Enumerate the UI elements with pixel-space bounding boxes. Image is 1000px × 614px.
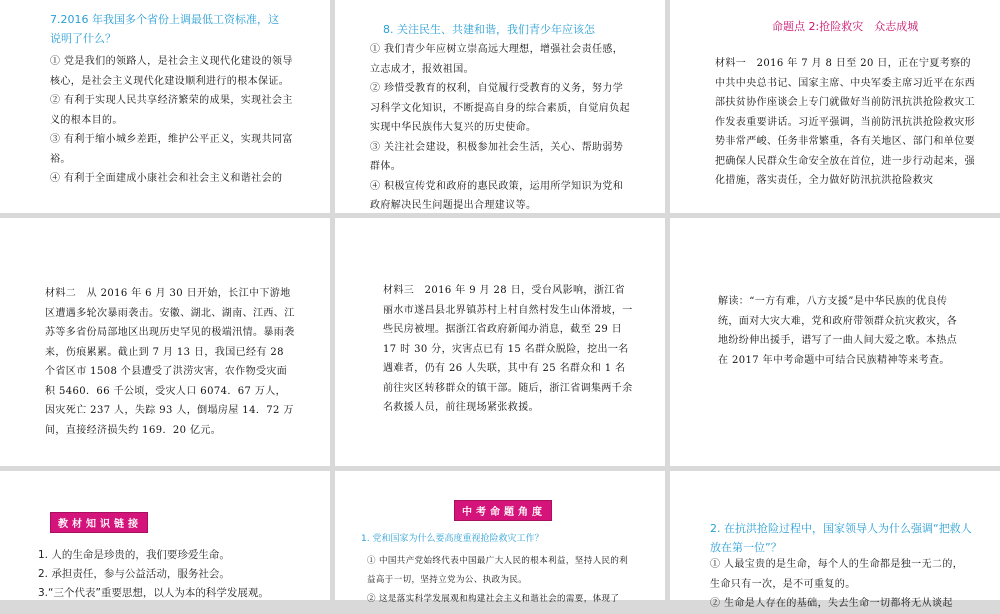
answer-list — [50, 52, 300, 189]
slide-save-lives — [670, 471, 1000, 609]
answer-item: ① 中国共产党始终代表中国最广大人民的根本利益，坚持人民的利益高于一切，坚持立党为公、执政为民。 — [367, 556, 629, 585]
question-8: 8. 关注民生、共建和谐，我们青少年应该怎 — [383, 23, 595, 36]
answer-list — [710, 555, 972, 614]
answer-item: ② 生命是人存在的基础，失去生命一切都将无从谈起 — [710, 598, 953, 609]
question-2: 2. 在抗洪抢险过程中，国家领导人为什么强调“把救人放在第一位”？ — [710, 522, 972, 554]
topic-title: 命题点 2:抢险救灾 众志成城 — [772, 20, 919, 33]
slide-material-three — [335, 218, 665, 466]
analysis-text: 解读：“一方有难，八方支援”是中华民族的优良传统，面对大灾大难，党和政府带领群众抗灾救灾，各地纷纷伸出援手，谱写了一曲人间大爱之歌。本热点在 2017 年中考命题中可结合民族精神等来考查。 — [718, 296, 958, 366]
list-item: 1. 人的生命是珍贵的，我们要珍爱生命。 — [38, 549, 230, 561]
answer-item: ② 这是落实科学发展观和构建社会主义和谐社会的需要，体现了 — [367, 594, 620, 604]
answer-item: ④ 有利于全面建成小康社会和社会主义和谐社会的 — [50, 173, 283, 184]
section-badge: 中考命题角度 — [454, 500, 552, 521]
slide-topic-2 — [670, 0, 1000, 213]
answer-item: ④ 积极宣传党和政府的惠民政策，运用所学知识为党和政府解决民生问题提出合理建议等。 — [370, 180, 624, 211]
answer-list — [370, 40, 632, 216]
answer-item: ① 我们青少年应树立崇高远大理想，增强社会责任感，立志成才，报效祖国。 — [370, 44, 624, 75]
answer-item: ① 党是我们的领路人，是社会主义现代化建设的领导核心，是社会主义现代化建设顺利进行的根本保证。 — [50, 56, 293, 87]
slide-exam-angle — [335, 471, 665, 604]
answer-item: ③ 有利于缩小城乡差距，维护公平正义，实现共同富裕。 — [50, 134, 293, 165]
slide-material-two — [0, 218, 330, 466]
section-badge: 教材知识链接 — [50, 512, 148, 533]
question-7: 7.2016 年我国多个省份上调最低工资标准，这说明了什么？ — [50, 13, 279, 45]
slide-textbook-links — [0, 471, 330, 600]
answer-item: ② 珍惜受教育的权利，自觉履行受教育的义务，努力学习科学文化知识，不断提高自身的综合素质，自觉肩负起实现中华民族伟大复兴的历史使命。 — [370, 83, 630, 133]
material-three: 材料三 2016 年 9 月 28 日，受台风影响，浙江省丽水市遂昌县北界镇苏村上村自然村发生山体滑坡，一些民房被埋。据浙江省政府新闻办消息，截至 29 日 17 时 30 分，灾害点已有 15 名群众脱险，挖出一名遇难者，仍有 26 人失联，其中有 25 名群众和 1 名前往灾区转移群众的镇干部。随后，浙江省调集两千余名救援人员，前往现场紧张救援。 — [383, 285, 633, 413]
answer-item: ③ 关注社会建设，积极参加社会生活，关心、帮助弱势群体。 — [370, 141, 624, 172]
material-two: 材料二 从 2016 年 6 月 30 日开始，长江中下游地区遭遇多轮次暴雨袭击。安徽、湖北、湖南、江西、江苏等多省份局部地区出现历史罕见的极端汛情。暴雨袭来，伤痕累累。截止到 7 月 13 日，我国已经有 28 个省区市 1508 个县遭受了洪涝灾害，农作物受灾面积 5460．66 千公顷，受灾人口 6074．67 万人，因灾死亡 237 人，失踪 93 人，倒塌房屋 14．72 万间，直接经济损失约 169．20 亿元。 — [45, 288, 295, 436]
answer-list — [367, 552, 629, 609]
question-1: 1. 党和国家为什么要高度重视抢险救灾工作？ — [361, 534, 544, 544]
slide-youth-role — [335, 0, 665, 213]
slide-analysis — [670, 218, 1000, 466]
list-item: 3.“三个代表”重要思想，以人为本的科学发展观。 — [38, 587, 269, 599]
slide-minimum-wage — [0, 0, 330, 213]
material-one: 材料一 2016 年 7 月 8 日至 20 日，正在宁夏考察的中共中央总书记、国家主席、中央军委主席习近平在东西部扶贫协作座谈会上专门就做好当前防汛抗洪抢险救灾工作发表重要讲话。习近平强调，当前防汛抗洪抢险救灾形势非常严峻、任务非常繁重，各有关地区、部门和单位要把确保人民群众生命安全放在首位，进一步行动起来，强化措施，落实责任，全力做好防汛抗洪抢险救灾 — [715, 58, 975, 186]
knowledge-list — [38, 546, 323, 603]
answer-item: ① 人最宝贵的是生命，每个人的生命都是独一无二的，生命只有一次，是不可重复的。 — [710, 559, 964, 590]
list-item: 2. 承担责任，参与公益活动，服务社会。 — [38, 568, 230, 580]
answer-item: ② 有利于实现人民共享经济繁荣的成果，实现社会主义的根本目的。 — [50, 95, 293, 126]
